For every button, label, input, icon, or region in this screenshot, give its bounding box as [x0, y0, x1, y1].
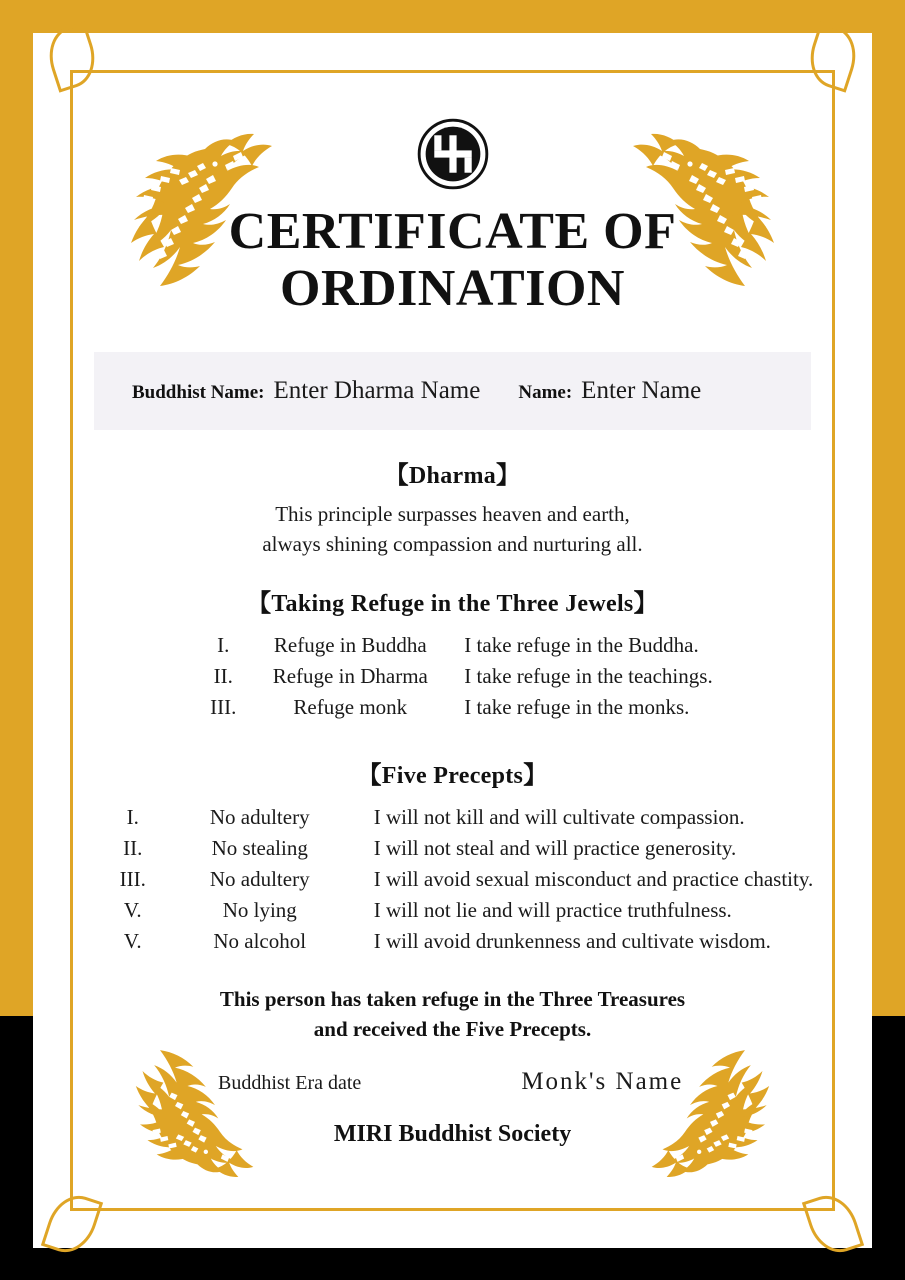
row-vow: Refuge monk — [293, 695, 408, 719]
buddhist-manji-emblem-icon — [417, 118, 489, 190]
table-row — [92, 895, 814, 926]
three-jewels-section — [33, 583, 872, 723]
row-statement: I will avoid drunkenness and cultivate wisdom. — [373, 929, 771, 953]
table-row — [192, 661, 712, 692]
row-vow: No adultery — [209, 867, 310, 891]
attestation-line-1: This person has taken refuge in the Three Treasures — [219, 987, 686, 1011]
row-statement: I will avoid sexual misconduct and practice chastity. — [373, 867, 814, 891]
row-vow: Refuge in Buddha — [273, 633, 427, 657]
name-group — [518, 377, 701, 405]
row-statement: I will not steal and will practice generosity. — [373, 836, 737, 860]
name-band — [94, 352, 811, 430]
name-label: Name: — [518, 382, 573, 403]
row-vow: No alcohol — [213, 929, 307, 953]
row-statement: I take refuge in the monks. — [464, 695, 690, 719]
title-line-2: ORDINATION — [280, 260, 625, 318]
buddhist-era-date-field[interactable]: Buddhist Era date — [218, 1072, 362, 1094]
row-statement: I take refuge in the Buddha. — [464, 633, 699, 657]
five-precepts-section — [33, 755, 872, 957]
page-title — [33, 203, 872, 317]
emblem-container — [33, 118, 872, 190]
table-row — [192, 692, 712, 723]
three-jewels-table — [192, 630, 712, 723]
row-statement: I take refuge in the teachings. — [464, 664, 713, 688]
buddhist-name-field[interactable]: Enter Dharma Name — [273, 377, 481, 404]
table-row — [92, 833, 814, 864]
row-vow: No stealing — [211, 836, 308, 860]
three-jewels-heading: 【Taking Refuge in the Three Jewels】 — [247, 591, 658, 617]
row-statement: I will not lie and will practice truthfulness. — [373, 898, 732, 922]
table-row — [92, 802, 814, 833]
row-numeral: I. — [217, 633, 230, 657]
table-row — [92, 926, 814, 957]
attestation-text — [33, 985, 872, 1045]
row-numeral: II. — [213, 664, 233, 688]
row-numeral: II. — [123, 836, 143, 860]
row-numeral: V. — [123, 929, 142, 953]
row-numeral: V. — [123, 898, 142, 922]
buddhist-name-group — [132, 377, 480, 405]
table-row — [92, 864, 814, 895]
dharma-line-1: This principle surpasses heaven and earth, — [275, 502, 630, 526]
attestation-line-2: and received the Five Precepts. — [313, 1016, 592, 1041]
monk-name-field[interactable]: Monk's Name — [521, 1068, 684, 1095]
dharma-line-2: always shining compassion and nurturing all. — [262, 531, 643, 556]
row-vow: Refuge in Dharma — [272, 664, 428, 688]
row-numeral: III. — [210, 695, 237, 719]
row-numeral: I. — [126, 805, 139, 829]
five-precepts-heading: 【Five Precepts】 — [357, 763, 548, 789]
buddhist-name-label: Buddhist Name: — [132, 382, 265, 403]
five-precepts-table — [92, 802, 814, 957]
signature-row — [33, 1068, 872, 1096]
table-row — [192, 630, 712, 661]
dharma-section — [33, 455, 872, 560]
certificate-content — [33, 33, 872, 1248]
row-vow: No lying — [222, 898, 297, 922]
title-line-1: CERTIFICATE OF — [228, 203, 677, 260]
row-vow: No adultery — [209, 805, 310, 829]
row-statement: I will not kill and will cultivate compassion. — [373, 805, 745, 829]
society-name: MIRI Buddhist Society — [333, 1121, 572, 1147]
row-numeral: III. — [119, 867, 146, 891]
dharma-heading: 【Dharma】 — [384, 463, 521, 489]
name-field[interactable]: Enter Name — [581, 377, 702, 404]
